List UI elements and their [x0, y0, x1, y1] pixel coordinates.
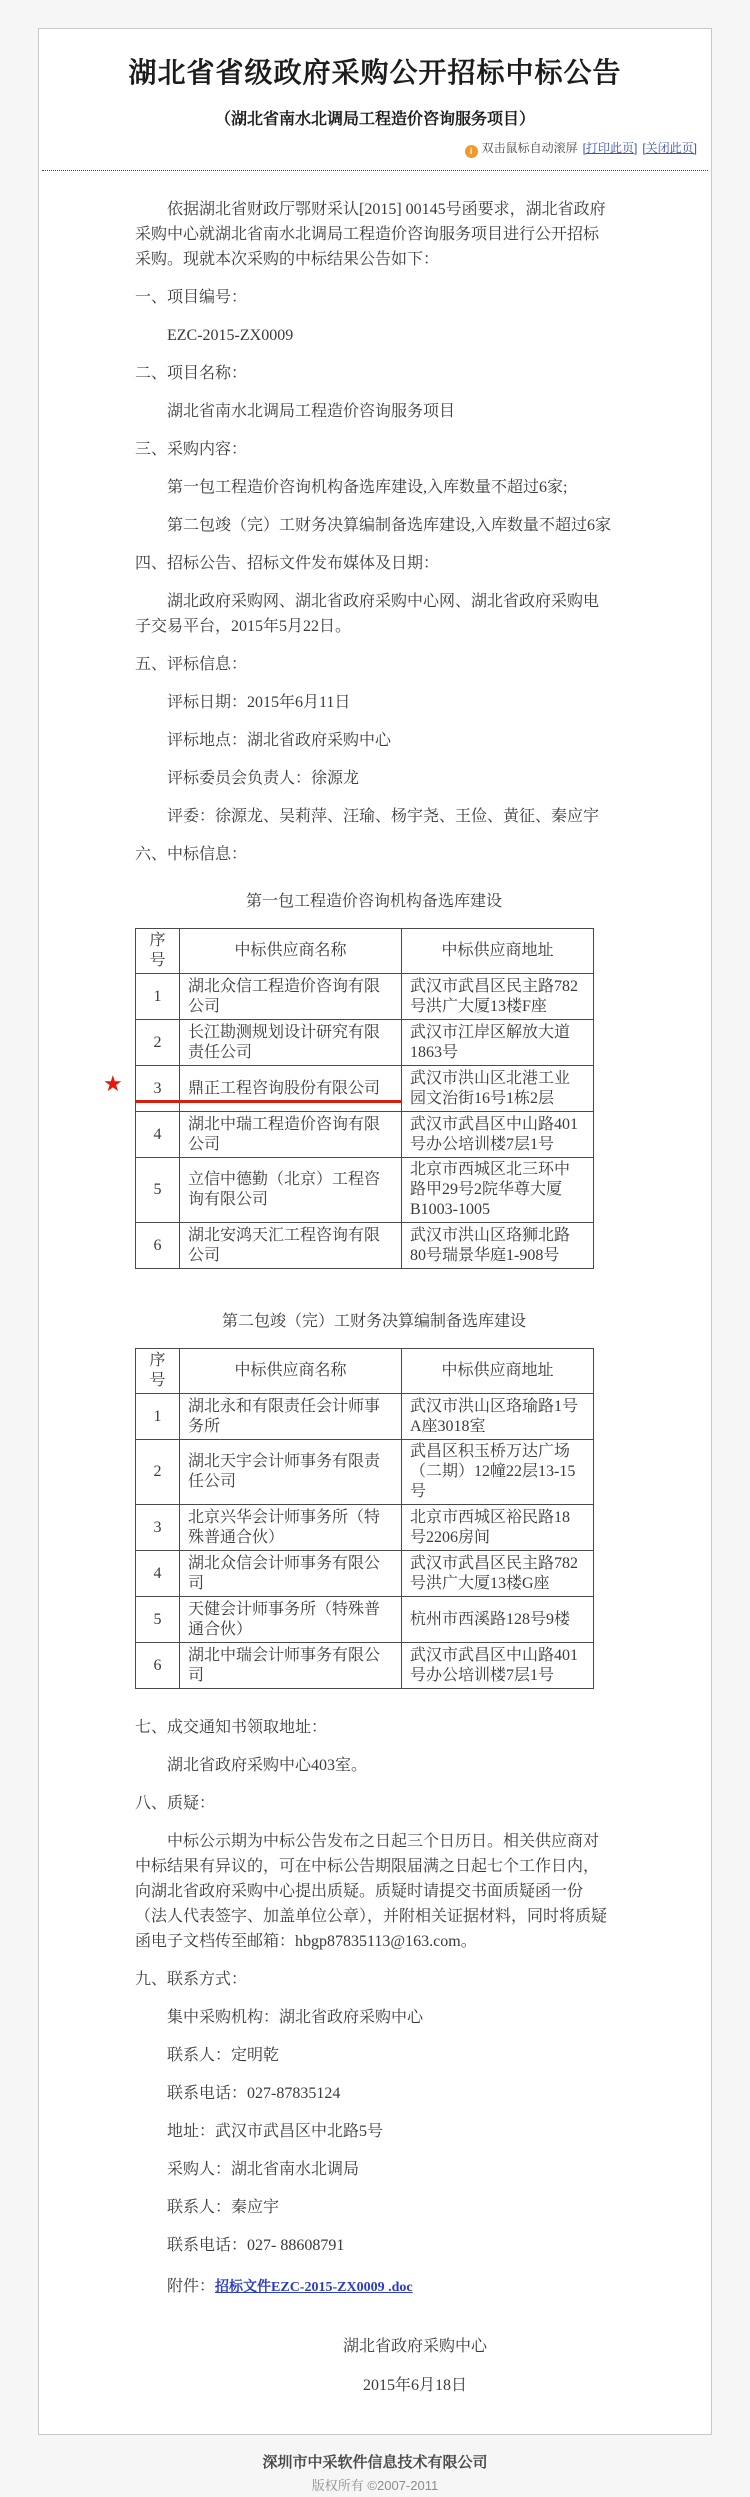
winners-table-1-wrap	[103, 928, 613, 1269]
publish-media-and-date: 湖北政府采购网、湖北省政府采购中心网、湖北省政府采购电子交易平台，2015年5月22日。	[135, 593, 600, 635]
table-row-highlighted	[136, 1066, 594, 1112]
table-row	[136, 1551, 594, 1597]
cell-supplier-name: 湖北永和有限责任会计师事务所	[180, 1394, 402, 1440]
col-header-name: 中标供应商名称	[180, 1349, 402, 1394]
intro-paragraph: 依据湖北省财政厅鄂财采认[2015] 00145号函要求，湖北省政府采购中心就湖北省南水北调局工程造价咨询服务项目进行公开招标采购。现就本次采购的中标结果公告如下：	[135, 201, 606, 268]
page-subtitle: （湖北省南水北调局工程造价咨询服务项目）	[214, 111, 535, 128]
table-row	[136, 974, 594, 1020]
table-header-row	[136, 929, 594, 974]
signature-org: 湖北省政府采购中心	[342, 2338, 487, 2355]
cell-no: 6	[136, 1223, 180, 1269]
section-6-heading: 六、中标信息：	[135, 846, 248, 863]
cell-no: 5	[136, 1158, 180, 1223]
scroll-info-icon: i	[465, 145, 478, 158]
col-header-name: 中标供应商名称	[180, 929, 402, 974]
evaluation-date: 评标日期：2015年6月11日	[167, 694, 351, 711]
table-row	[136, 1440, 594, 1505]
project-number: EZC-2015-ZX0009	[167, 327, 294, 344]
cell-supplier-addr: 武汉市洪山区珞狮北路80号瑞景华庭1-908号	[402, 1223, 594, 1269]
cell-no: 6	[136, 1643, 180, 1689]
section-5-heading: 五、评标信息：	[135, 656, 248, 673]
evaluation-committee-members: 评委：徐源龙、吴莉萍、汪瑜、杨宇尧、王俭、黄征、秦应宇	[167, 808, 600, 825]
dotted-separator	[42, 170, 708, 171]
table-header-row	[136, 1349, 594, 1394]
cell-no: 3	[136, 1505, 180, 1551]
cell-supplier-name: 天健会计师事务所（特殊普通合伙）	[180, 1597, 402, 1643]
signature-date: 2015年6月18日	[362, 2377, 467, 2394]
attachment-label: 附件：	[167, 2278, 216, 2295]
announcement-body	[103, 197, 613, 2398]
col-header-addr: 中标供应商地址	[402, 929, 594, 974]
section-2-heading: 二、项目名称：	[135, 365, 248, 382]
cell-supplier-name: 立信中德勤（北京）工程咨询有限公司	[180, 1158, 402, 1223]
cell-no: 3	[136, 1066, 180, 1112]
table-row	[136, 1643, 594, 1689]
cell-supplier-name: 鼎正工程咨询股份有限公司	[180, 1066, 402, 1112]
attachment-row	[135, 2274, 613, 2300]
cell-supplier-name: 湖北众信会计师事务有限公司	[180, 1551, 402, 1597]
section-7-heading: 七、成交通知书领取地址：	[135, 1719, 328, 1736]
project-name: 湖北省南水北调局工程造价咨询服务项目	[167, 403, 456, 420]
cell-supplier-addr: 武汉市洪山区珞瑜路1号A座3018室	[402, 1394, 594, 1440]
contact-phone-1: 联系电话：027-87835124	[167, 2085, 341, 2102]
footer-company: 深圳市中采软件信息技术有限公司	[262, 2454, 488, 2471]
agency-address: 地址：武汉市武昌区中北路5号	[167, 2123, 384, 2140]
table-2-title: 第二包竣（完）工财务决算编制备选库建设	[221, 1313, 526, 1330]
winners-table-2	[135, 1348, 594, 1689]
cell-supplier-addr: 杭州市西溪路128号9楼	[402, 1597, 594, 1643]
cell-supplier-addr: 武昌区积玉桥万达广场（二期）12幢22层13-15号	[402, 1440, 594, 1505]
procurement-item-2: 第二包竣（完）工财务决算编制备选库建设,入库数量不超过6家	[167, 517, 612, 534]
contact-person-2: 联系人：秦应宇	[167, 2199, 280, 2216]
cell-supplier-name: 湖北安鸿天汇工程咨询有限公司	[180, 1223, 402, 1269]
section-8-heading: 八、质疑：	[135, 1795, 216, 1812]
cell-supplier-name: 湖北中瑞工程造价咨询有限公司	[180, 1112, 402, 1158]
cell-supplier-name: 湖北中瑞会计师事务有限公司	[180, 1643, 402, 1689]
autoscroll-tip: 双击鼠标自动滚屏	[481, 141, 578, 155]
cell-supplier-name: 湖北众信工程造价咨询有限公司	[180, 974, 402, 1020]
winners-table-2-wrap	[135, 1348, 613, 1689]
evaluation-place: 评标地点：湖北省政府采购中心	[167, 732, 392, 749]
cell-supplier-addr: 武汉市武昌区民主路782号洪广大厦13楼F座	[402, 974, 594, 1020]
evaluation-committee-leader: 评标委员会负责人：徐源龙	[167, 770, 360, 787]
signature-block	[265, 2334, 565, 2398]
print-page-link[interactable]: [打印此页]	[582, 141, 638, 155]
attachment-doc-link[interactable]: 招标文件EZC-2015-ZX0009 .doc	[215, 2280, 413, 2295]
table-row	[136, 1020, 594, 1066]
cell-supplier-name: 北京兴华会计师事务所（特殊普通合伙）	[180, 1505, 402, 1551]
col-header-addr: 中标供应商地址	[402, 1349, 594, 1394]
table-row	[136, 1112, 594, 1158]
toolbar	[39, 131, 711, 162]
table-row	[136, 1505, 594, 1551]
cell-no: 2	[136, 1020, 180, 1066]
contact-phone-2: 联系电话：027- 88608791	[167, 2237, 345, 2254]
procurement-item-1: 第一包工程造价咨询机构备选库建设,入库数量不超过6家;	[167, 479, 568, 496]
cell-supplier-addr: 武汉市武昌区民主路782号洪广大厦13楼G座	[402, 1551, 594, 1597]
footer-copyright: 版权所有 ©2007-2011	[311, 2478, 439, 2493]
highlight-underline	[135, 1100, 402, 1103]
cell-supplier-addr: 武汉市洪山区北港工业园文治街16号1栋2层	[402, 1066, 594, 1112]
table-row	[136, 1223, 594, 1269]
cell-no: 1	[136, 1394, 180, 1440]
col-header-no: 序号	[136, 1349, 180, 1394]
cell-no: 4	[136, 1112, 180, 1158]
cell-no: 2	[136, 1440, 180, 1505]
cell-supplier-name: 湖北天宇会计师事务有限责任公司	[180, 1440, 402, 1505]
highlight-star-icon: ★	[103, 1072, 123, 1097]
cell-supplier-name: 长江勘测规划设计研究有限责任公司	[180, 1020, 402, 1066]
section-4-heading: 四、招标公告、招标文件发布媒体及日期：	[135, 555, 440, 572]
announcement-page-card	[38, 28, 712, 2435]
cell-supplier-addr: 武汉市武昌区中山路401号办公培训楼7层1号	[402, 1112, 594, 1158]
table-row	[136, 1158, 594, 1223]
section-1-heading: 一、项目编号：	[135, 289, 248, 306]
table-row	[136, 1394, 594, 1440]
close-page-link[interactable]: [关闭此页]	[642, 141, 697, 155]
table-1-title: 第一包工程造价咨询机构备选库建设	[245, 893, 502, 910]
objection-paragraph: 中标公示期为中标公告发布之日起三个日历日。相关供应商对中标结果有异议的，可在中标公告期限届满之日起七个工作日内，向湖北省政府采购中心提出质疑。质疑时请提交书面质疑函一份（法人代表签字、加盖单位公章），并附相关证据材料，同时将质疑函电子文档传至邮箱：hbgp87835113@163.com。	[135, 1833, 608, 1950]
site-footer	[0, 2451, 750, 2497]
cell-supplier-addr: 北京市西城区北三环中路甲29号2院华尊大厦B1003-1005	[402, 1158, 594, 1223]
notice-pickup-address: 湖北省政府采购中心403室。	[167, 1757, 368, 1774]
cell-supplier-addr: 北京市西城区裕民路18号2206房间	[402, 1505, 594, 1551]
contact-person-1: 联系人：定明乾	[167, 2047, 280, 2064]
central-procurement-agency: 集中采购机构：湖北省政府采购中心	[167, 2009, 424, 2026]
table-row	[136, 1597, 594, 1643]
cell-no: 4	[136, 1551, 180, 1597]
cell-no: 5	[136, 1597, 180, 1643]
section-3-heading: 三、采购内容：	[135, 441, 248, 458]
page-title: 湖北省省级政府采购公开招标中标公告	[128, 58, 622, 89]
col-header-no: 序号	[136, 929, 180, 974]
cell-supplier-addr: 武汉市武昌区中山路401号办公培训楼7层1号	[402, 1643, 594, 1689]
cell-supplier-addr: 武汉市江岸区解放大道1863号	[402, 1020, 594, 1066]
winners-table-1	[135, 928, 594, 1269]
cell-no: 1	[136, 974, 180, 1020]
purchaser: 采购人：湖北省南水北调局	[167, 2161, 360, 2178]
section-9-heading: 九、联系方式：	[135, 1971, 248, 1988]
